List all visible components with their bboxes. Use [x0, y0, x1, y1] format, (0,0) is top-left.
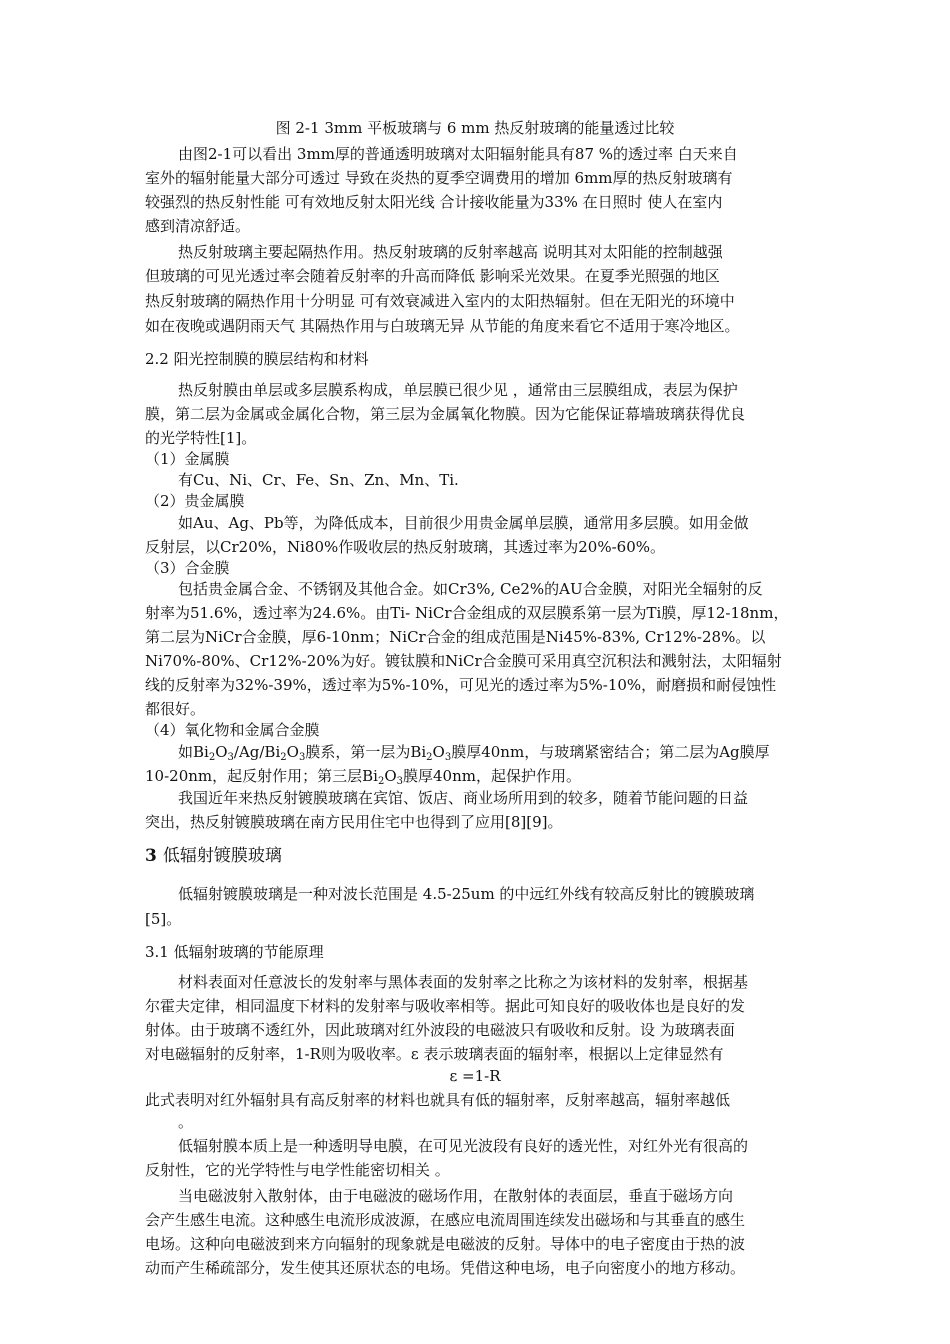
text-line: Ni70%-80%、Cr12%-20%为好。镀钛膜和NiCr合金膜可采用真空沉积法和溅射法，太阳辐射: [145, 652, 782, 670]
text-line: 如在夜晚或遇阴雨天气 其隔热作用与白玻璃无异 从节能的角度来看它不适用于寒冷地区。: [145, 317, 740, 335]
list-item-title: （4）氧化物和金属合金膜: [145, 721, 320, 739]
figure-caption: 图 2-1 3mm 平板玻璃与 6 mm 热反射玻璃的能量透过比较: [275, 119, 675, 137]
text-line: 感到清凉舒适。: [145, 217, 251, 235]
list-item-title: （3）合金膜: [145, 559, 230, 577]
list-item-title: （2）贵金属膜: [145, 492, 245, 510]
text-line: 热反射膜由单层或多层膜系构成，单层膜已很少见 ，通常由三层膜组成，表层为保护: [178, 381, 738, 399]
text-line: 热反射玻璃的隔热作用十分明显 可有效衰减进入室内的太阳热辐射。但在无阳光的环境中: [145, 292, 735, 310]
text-line: 反射性，它的光学特性与电学性能密切相关 。: [145, 1161, 450, 1179]
text-line: 包括贵金属合金、不锈钢及其他合金。如Cr3%, Ce2%的AU合金膜，对阳光全辐射的反: [178, 580, 763, 598]
list-item-text: 有Cu、Ni、Cr、Fe、Sn、Zn、Mn、Ti.: [178, 471, 459, 489]
text-line: 反射层，以Cr20%，Ni80%作吸收层的热反射玻璃，其透过率为20%-60%。: [145, 538, 665, 556]
text-line: 射率为51.6%，透过率为24.6%。由Ti- NiCr合金组成的双层膜系第一层为Ti膜，厚12-18nm，: [145, 604, 789, 622]
text-line: 低辐射膜本质上是一种透明导电膜，在可见光波段有良好的透光性，对红外光有很高的: [178, 1137, 749, 1155]
text-line: 当电磁波射入散射体，由于电磁波的磁场作用，在散射体的表面层，垂直于磁场方向: [178, 1187, 734, 1205]
text-line: 动而产生稀疏部分，发生使其还原状态的电场。凭借这种电场，电子向密度小的地方移动。: [145, 1259, 746, 1277]
text-line: 射体。由于玻璃不透红外，因此玻璃对红外波段的电磁波只有吸收和反射。设 为玻璃表面: [145, 1021, 735, 1039]
text-line: 突出，热反射镀膜玻璃在南方民用住宅中也得到了应用[8][9]。: [145, 813, 563, 831]
text-line: 我国近年来热反射镀膜玻璃在宾馆、饭店、商业场所用到的较多，随着节能问题的日益: [178, 789, 749, 807]
text-line: 电场。这种向电磁波到来方向辐射的现象就是电磁波的反射。导体中的电子密度由于热的波: [145, 1235, 746, 1253]
text-line: 会产生感生电流。这种感生电流形成波源，在感应电流周围连续发出磁场和与其垂直的感生: [145, 1211, 746, 1229]
text-line: 此式表明对红外辐射具有高反射率的材料也就具有低的辐射率，反射率越高，辐射率越低: [145, 1091, 731, 1109]
text-line: 线的反射率为32%-39%，透过率为5%-10%，可见光的透过率为5%-10%，耐磨损和耐侵蚀性: [145, 676, 777, 694]
section-heading-2-2: 2.2 阳光控制膜的膜层结构和材料: [145, 350, 369, 368]
text-line: 较强烈的热反射性能 可有效地反射太阳光线 合计接收能量为33% 在日照时 使人在室内: [145, 193, 723, 211]
text-line-formula: 如$Bi_2O_3/Ag/Bi_2O_3$膜系，第一层为$Bi_2O_3$膜厚40nm，与玻璃紧密结合；第二层为Ag膜厚: [178, 743, 770, 763]
text-line-formula: 10-20nm，起反射作用；第三层$Bi_2O_3$膜厚40nm，起保护作用。: [145, 767, 581, 787]
text-line: 膜，第二层为金属或金属化合物，第三层为金属氧化物膜。因为它能保证幕墙玻璃获得优良: [145, 405, 746, 423]
text-line: 但玻璃的可见光透过率会随着反射率的升高而降低 影响采光效果。在夏季光照强的地区: [145, 267, 720, 285]
text-line: 由图2-1可以看出 3mm厚的普通透明玻璃对太阳辐射能具有87 %的透过率 白天来自: [178, 145, 738, 163]
text-line: 如Au、Ag、Pb等，为降低成本，目前很少用贵金属单层膜，通常用多层膜。如用金做: [178, 514, 749, 532]
text-line: 低辐射镀膜玻璃是一种对波长范围是 4.5-25um 的中远红外线有较高反射比的镀膜玻璃: [178, 885, 755, 903]
section-heading-3-1: 3.1 低辐射玻璃的节能原理: [145, 943, 324, 961]
text-line: 热反射玻璃主要起隔热作用。热反射玻璃的反射率越高 说明其对太阳能的控制越强: [178, 243, 723, 261]
text-line: [5]。: [145, 910, 182, 928]
text-line: 材料表面对任意波长的发射率与黑体表面的发射率之比称之为该材料的发射率，根据基: [178, 973, 749, 991]
text-line: 对电磁辐射的反射率，1-R则为吸收率。ε 表示玻璃表面的辐射率，根据以上定律显然有: [145, 1045, 724, 1063]
text-line: 。: [178, 1113, 194, 1131]
text-line: 室外的辐射能量大部分可透过 导致在炎热的夏季空调费用的增加 6mm厚的热反射玻璃有: [145, 169, 733, 187]
text-line: 第二层为NiCr合金膜，厚6-10nm；NiCr合金的组成范围是Ni45%-83%, Cr12%-28%。以: [145, 628, 766, 646]
text-line: 的光学特性[1]。: [145, 429, 257, 447]
text-line: 尔霍夫定律，相同温度下材料的发射率与吸收率相等。据此可知良好的吸收体也是良好的发: [145, 997, 746, 1015]
section-heading-3: 3 低辐射镀膜玻璃: [145, 846, 282, 866]
formula: ε =1-R: [449, 1067, 501, 1085]
list-item-title: （1）金属膜: [145, 450, 230, 468]
text-line: 都很好。: [145, 700, 206, 718]
